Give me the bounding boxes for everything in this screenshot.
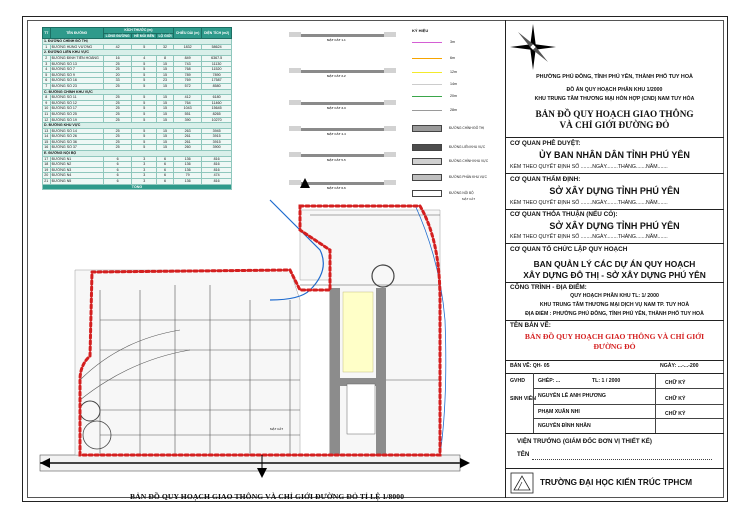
cell-a: 25 (103, 111, 132, 117)
cell-d: 136 (174, 156, 202, 162)
cell-b: 5 (132, 95, 157, 101)
cell-name: ĐƯỜNG SỐ 23 (50, 83, 103, 89)
cell-d: 551 (174, 111, 202, 117)
col-stt: TT (43, 28, 51, 39)
cell-stt: 17 (44, 156, 49, 161)
cross-section-label: MẶT CẮT 1-1 (327, 38, 346, 42)
project-location: ĐỊA ĐIỂM : PHƯỜNG PHÚ ĐÔNG, TỈNH PHÚ YÊN, THÀNH PHỐ TUY HOÀ (525, 311, 704, 317)
cell-b: 5 (132, 67, 157, 73)
cell-stt: 12 (44, 117, 49, 122)
approval-decision: KÈM THEO QUYẾT ĐỊNH SỐ ........NGÀY........THÁNG.......NĂM....... (510, 164, 668, 170)
cell-name: ĐƯỜNG N5 (50, 179, 103, 185)
cell-e: 11130 (202, 61, 232, 67)
col-road-name: TÊN ĐƯỜNG (50, 28, 103, 39)
cell-stt: 9 (43, 100, 51, 106)
ghep-label: GHÉP: ... (538, 378, 561, 384)
cell-e: 10270 (202, 117, 232, 123)
cell-e: 11460 (202, 100, 232, 106)
cell-name: ĐƯỜNG SỐ 9 (50, 72, 103, 78)
cell-a: 20 (103, 72, 132, 78)
col-roadway: LÒNG ĐƯỜNG (103, 33, 132, 39)
legend-line-label: 12m (450, 70, 457, 74)
group-title: C. ĐƯỜNG CHÍNH KHU VỰC (43, 89, 232, 95)
gvhd-label: GVHD (510, 378, 525, 384)
cell-stt: 20 (44, 173, 49, 178)
cell-e: 474 (202, 173, 232, 179)
cell-name: ĐƯỜNG ĐINH TIÊN HOÀNG (50, 55, 103, 61)
cell-a: 25 (103, 67, 132, 73)
project-label: CÔNG TRÌNH - ĐỊA ĐIỂM: (510, 284, 587, 291)
cell-d: 261 (174, 134, 202, 140)
cross-section-label: MẶT CẮT 4-4 (327, 132, 346, 136)
cell-c: 15 (157, 72, 174, 78)
cell-b: 5 (132, 134, 157, 140)
cell-a: 25 (103, 134, 132, 140)
cell-b: 3 (132, 162, 157, 168)
cell-stt: 4 (43, 67, 51, 73)
cell-e: 816 (202, 179, 232, 185)
organizer-label: CƠ QUAN TỔ CHỨC LẬP QUY HOẠCH (510, 246, 628, 253)
cell-a: 6 (103, 162, 132, 168)
cell-a: 6 (103, 167, 132, 173)
cell-d: 263 (174, 128, 202, 134)
cell-stt: 13 (44, 128, 49, 133)
legend-swatch-label: ĐƯỜNG LIÊN KHU VỰC (449, 145, 486, 149)
drawing-title-2: VÀ CHỈ GIỚI ĐƯỜNG ĐỎ (559, 120, 670, 130)
cell-c: 15 (157, 106, 174, 112)
col-length: CHIỀU DÀI (m) (174, 28, 202, 39)
drawing-title-1: BẢN ĐỒ QUY HOẠCH GIAO THÔNG (535, 109, 694, 119)
cross-section-label: MẶT CẮT 3-3 (327, 106, 346, 110)
group-title: D. ĐƯỜNG KHU VỰC (43, 123, 232, 129)
cell-stt: 2 (43, 55, 51, 61)
cell-c: 15 (157, 128, 174, 134)
cell-e: 6367.5 (202, 55, 232, 61)
cell-b: 4 (132, 55, 157, 61)
cell-stt: 3 (43, 61, 51, 67)
cell-a: 25 (103, 100, 132, 106)
cell-c: 23 (157, 78, 174, 84)
project-scale: QUY HOẠCH PHÂN KHU TL: 1/ 2000 (570, 293, 659, 299)
signature-1: CHỮ KÝ (665, 380, 686, 386)
cell-e: 3900 (202, 145, 232, 151)
cell-a: 6 (103, 156, 132, 162)
cell-d: 1832 (174, 44, 202, 50)
cross-section-label: MẶT CẮT 2-2 (327, 74, 346, 78)
organizer-line-2: XÂY DỰNG ĐÔ THỊ - SỞ XÂY DỰNG PHÚ YÊN (523, 270, 706, 280)
cell-b: 5 (132, 128, 157, 134)
cell-e: 3915 (202, 134, 232, 140)
appraisal-decision: KÈM THEO QUYẾT ĐỊNH SỐ ........NGÀY........THÁNG.......NĂM....... (510, 200, 668, 206)
scale-label: TL: 1 / 2000 (592, 378, 621, 384)
legend-line-label: 20m (450, 94, 457, 98)
cell-d: 768 (174, 67, 202, 73)
cell-b: 5 (132, 72, 157, 78)
cell-stt: 5 (43, 72, 51, 78)
cell-b: 5 (132, 44, 157, 50)
project-line-1: ĐỒ ÁN QUY HOẠCH PHÂN KHU 1/2000 (566, 87, 663, 93)
cell-b: 5 (132, 139, 157, 145)
cell-a: 6 (103, 179, 132, 185)
cell-c: 6 (157, 167, 174, 173)
cell-e: 17587 (202, 78, 232, 84)
signature-2: CHỮ KÝ (665, 396, 686, 402)
cell-c: 6 (157, 162, 174, 168)
cell-d: 261 (174, 139, 202, 145)
cell-c: 6 (157, 179, 174, 185)
drawing-name-line-2: ĐƯỜNG ĐỎ (593, 342, 636, 351)
cell-e: 8580 (202, 83, 232, 89)
cell-e: 816 (202, 162, 232, 168)
legend-title: KÝ HIỆU (412, 28, 429, 33)
cell-a: 25 (103, 139, 132, 145)
col-row-width: LỘ GIỚI (158, 33, 172, 38)
cell-b: 5 (132, 100, 157, 106)
cell-c: 6 (157, 156, 174, 162)
cell-c: 15 (157, 61, 174, 67)
cell-name: ĐƯỜNG SỐ 14 (50, 128, 103, 134)
school-name: TRƯỜNG ĐẠI HỌC KIẾN TRÚC TPHCM (540, 478, 693, 487)
cell-d: 1043 (174, 106, 202, 112)
cell-b: 3 (132, 167, 157, 173)
cell-c: 32 (157, 44, 174, 50)
legend-line-label: 14m (450, 82, 457, 86)
cell-name: ĐƯỜNG SỐ 7 (50, 67, 103, 73)
cell-e: 816 (202, 156, 232, 162)
cell-name: ĐƯỜNG SỐ 11 (50, 95, 103, 101)
director-label: VIỆN TRƯỞNG (GIÁM ĐỐC ĐƠN VỊ THIẾT KẾ) (517, 438, 652, 445)
cell-e: 3945 (202, 128, 232, 134)
cell-stt: 16 (44, 145, 49, 150)
cell-stt: 10 (44, 106, 49, 111)
cell-d: 789 (174, 72, 202, 78)
approval-label: CƠ QUAN PHÊ DUYỆT: (510, 140, 581, 147)
cell-name: ĐƯỜNG SỐ 19 (50, 117, 103, 123)
cell-e: 58624 (202, 44, 232, 50)
cell-e: 11520 (202, 67, 232, 73)
cell-b: 5 (132, 106, 157, 112)
cell-stt: 15 (44, 139, 49, 144)
legend-swatch-label: ĐƯỜNG NỘI BỘ (449, 191, 474, 195)
total-label: TỔNG (43, 184, 232, 190)
group-title: 2. ĐƯỜNG LIÊN KHU VỰC (43, 50, 232, 56)
cell-c: 15 (157, 111, 174, 117)
cell-d: 136 (174, 167, 202, 173)
signature-3: CHỮ KÝ (665, 411, 686, 417)
cell-name: ĐƯỜNG N4 (50, 173, 103, 179)
cell-d: 390 (174, 117, 202, 123)
location-line: PHƯỜNG PHÚ ĐÔNG, TỈNH PHÚ YÊN, THÀNH PHỐ TUY HOÀ (536, 74, 693, 80)
col-area: DIỆN TÍCH (m2) (202, 28, 232, 39)
cell-stt: 18 (44, 162, 49, 167)
agreement-agency: SỞ XÂY DỰNG TỈNH PHÚ YÊN (549, 221, 680, 231)
sheet-number: BẢN VẼ: QH- 05 (510, 363, 550, 369)
cell-name: ĐƯỜNG SỐ 37 (50, 145, 103, 151)
cell-stt: 21 (44, 179, 49, 184)
cell-b: 3 (132, 179, 157, 185)
legend-line-label: 28m (450, 108, 457, 112)
legend-swatch-label: ĐƯỜNG CHÍNH ĐÔ THỊ (449, 126, 485, 130)
cell-c: 15 (157, 83, 174, 89)
agreement-label: CƠ QUAN THỎA THUẬN (NẾU CÓ): (510, 211, 618, 218)
cell-c: 15 (157, 67, 174, 73)
cell-a: 25 (103, 95, 132, 101)
cell-a: 25 (103, 61, 132, 67)
cell-d: 136 (174, 179, 202, 185)
cell-c: 15 (157, 117, 174, 123)
cell-stt: 7 (43, 83, 51, 89)
legend-line-label: 3m (450, 40, 455, 44)
legend-line-label: 6m (450, 56, 455, 60)
green-zone (343, 292, 373, 372)
cross-section-label: MẶT CẮT 5-5 (327, 158, 346, 162)
cell-b: 3 (132, 173, 157, 179)
sheet-date: NGÀY: ...-...-200 (660, 363, 699, 369)
cell-c: 8 (157, 55, 174, 61)
cell-d: 79 (174, 173, 202, 179)
cell-name: ĐƯỜNG N1 (50, 156, 103, 162)
cell-stt: 11 (44, 111, 49, 116)
cell-e: 8265 (202, 111, 232, 117)
cell-name: ĐƯỜNG SỐ 26 (50, 134, 103, 140)
cell-a: 16 (103, 55, 132, 61)
student-3: NGUYỄN ĐÌNH NHÂN (538, 423, 591, 429)
appraisal-label: CƠ QUAN THẨM ĐỊNH: (510, 176, 581, 183)
map-title: BẢN ĐỒ QUY HOẠCH GIAO THÔNG VÀ CHỈ GIỚI ĐƯỜNG ĐỎ TỈ LỆ 1/8000 (130, 492, 405, 501)
cell-a: 25 (103, 106, 132, 112)
cell-e: 15645 (202, 106, 232, 112)
cell-name: ĐƯỜNG SỐ 25 (50, 111, 103, 117)
cell-stt: 6 (43, 78, 51, 84)
cell-name: ĐƯỜNG SỐ 13 (50, 61, 103, 67)
school-logo-icon (510, 472, 534, 494)
cell-d: 769 (174, 78, 202, 84)
student-label: SINH VIÊN (510, 396, 536, 402)
cell-c: 6 (157, 173, 174, 179)
student-1: NGUYỄN LÊ ANH PHƯƠNG (538, 393, 606, 399)
cut-label: MẶT CẮT (270, 427, 284, 431)
agreement-decision: KÈM THEO QUYẾT ĐỊNH SỐ ........NGÀY........THÁNG.......NĂM....... (510, 234, 668, 240)
cut-marker-label: MẶT CẮT (462, 197, 476, 201)
north-arrow-icon (508, 22, 558, 72)
appraisal-agency: SỞ XÂY DỰNG TỈNH PHÚ YÊN (549, 186, 680, 196)
cell-stt: 8 (43, 95, 51, 101)
cell-b: 5 (132, 117, 157, 123)
student-2: PHẠM XUÂN NHI (538, 409, 580, 415)
cell-name: ĐƯỜNG HÙNG VƯƠNG (50, 44, 103, 50)
cell-c: 15 (157, 95, 174, 101)
cell-e: 816 (202, 167, 232, 173)
cell-a: 33 (103, 78, 132, 84)
cell-c: 15 (157, 145, 174, 151)
cell-c: 15 (157, 100, 174, 106)
cell-c: 15 (157, 134, 174, 140)
cell-stt: 1 (43, 44, 51, 50)
cell-name: ĐƯỜNG SỐ 36 (50, 139, 103, 145)
cell-b: 5 (132, 145, 157, 151)
cell-a: 6 (103, 173, 132, 179)
cell-e: 7890 (202, 72, 232, 78)
cell-name: ĐƯỜNG N3 (50, 167, 103, 173)
group-title: E. ĐƯỜNG NỘI BỘ (43, 151, 232, 157)
cell-d: 260 (174, 145, 202, 151)
cell-d: 572 (174, 83, 202, 89)
cell-a: 42 (103, 44, 132, 50)
cell-b: 5 (132, 61, 157, 67)
group-title: 1. ĐƯỜNG CHÍNH ĐÔ THỊ (43, 39, 232, 45)
legend-swatch-label: ĐƯỜNG CHÍNH KHU VỰC (449, 159, 489, 163)
cell-d: 849 (174, 55, 202, 61)
col-sidewalk: HÈ MỖI BÊN (132, 33, 157, 39)
cell-b: 5 (132, 111, 157, 117)
drawing-name-label: TÊN BẢN VẼ: (510, 322, 551, 329)
project-line-2: KHU TRUNG TÂM THƯƠNG MẠI HÒN HỢP (CND) NAM TUY HÒA (534, 96, 695, 102)
col-dimensions: KÍCH THƯỚC (m) (103, 28, 173, 34)
cell-a: 25 (103, 117, 132, 123)
project-name: KHU TRUNG TÂM THƯƠNG MẠI DỊCH VỤ NAM TP. TUY HOÀ (539, 302, 690, 308)
cell-name: ĐƯỜNG N2 (50, 162, 103, 168)
cell-stt: 19 (44, 167, 49, 172)
cell-e: 6180 (202, 95, 232, 101)
cross-section-label: MẶT CẮT 6-6 (327, 186, 346, 190)
approval-agency: ỦY BAN NHÂN DÂN TỈNH PHÚ YÊN (539, 150, 690, 160)
cell-b: 3 (132, 156, 157, 162)
cell-d: 412 (174, 95, 202, 101)
cell-d: 136 (174, 162, 202, 168)
cell-a: 25 (103, 145, 132, 151)
cell-b: 5 (132, 78, 157, 84)
cell-d: 764 (174, 100, 202, 106)
cell-name: ĐƯỜNG SỐ 12 (50, 100, 103, 106)
cell-a: 25 (103, 83, 132, 89)
legend-swatch-label: ĐƯỜNG PHÂN KHU VỰC (449, 175, 487, 179)
cell-b: 5 (132, 83, 157, 89)
drawing-name-line-1: BẢN ĐỒ QUY HOẠCH GIAO THÔNG VÀ CHỈ GIỚI (524, 332, 705, 341)
cell-c: 15 (157, 139, 174, 145)
cell-stt: 14 (44, 134, 49, 139)
organizer-line-1: BAN QUẢN LÝ CÁC DỰ ÁN QUY HOẠCH (533, 259, 696, 269)
cell-e: 3915 (202, 139, 232, 145)
name-label: TÊN (517, 451, 530, 458)
cell-name: ĐƯỜNG SỐ 17 (50, 106, 103, 112)
cell-name: ĐƯỜNG SỐ 16 (50, 78, 103, 84)
cell-a: 25 (103, 128, 132, 134)
cell-d: 743 (174, 61, 202, 67)
